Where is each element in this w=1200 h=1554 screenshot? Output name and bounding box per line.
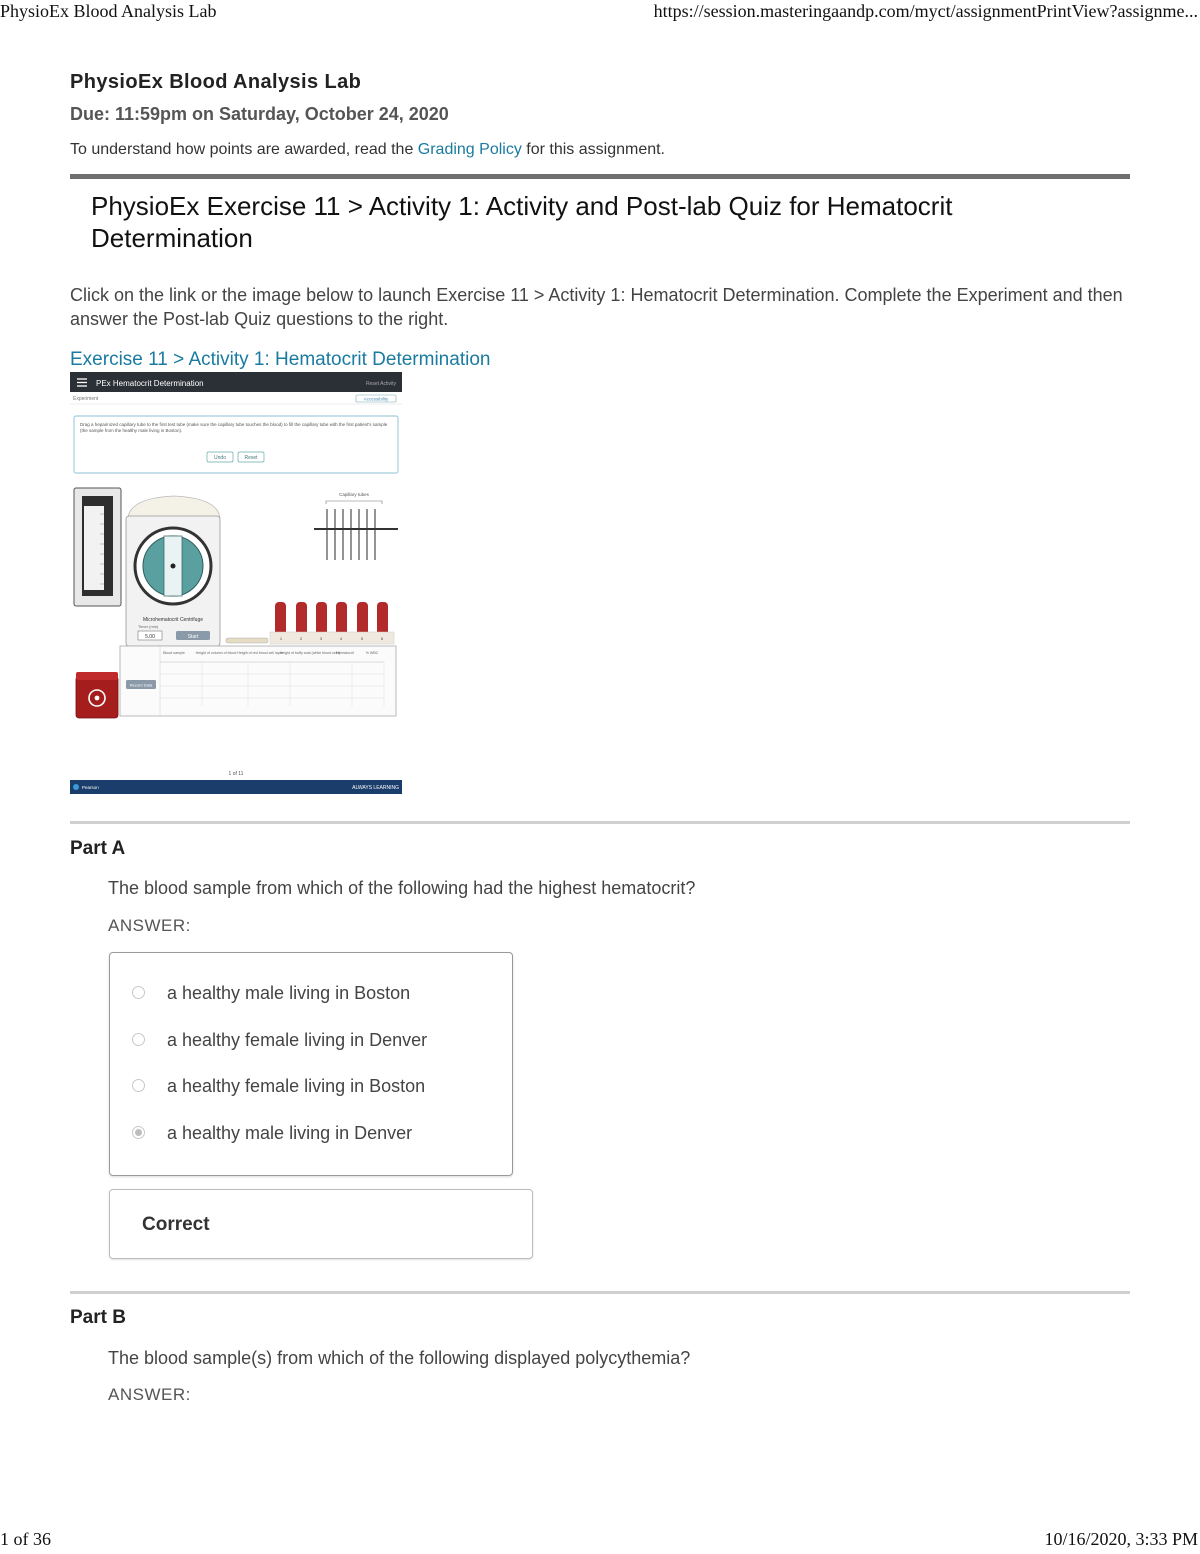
assignment-title: PhysioEx Blood Analysis Lab xyxy=(70,71,362,93)
policy-text-after: for this assignment. xyxy=(521,141,665,158)
part-a-divider xyxy=(70,821,1130,824)
thumb-timer-value: 5.00 xyxy=(145,634,155,640)
thumb-tube-number-5: 5 xyxy=(360,636,364,641)
thumb-tube-number-1: 1 xyxy=(279,636,283,641)
thumb-start-label: Start xyxy=(187,634,199,640)
thumb-page-indicator: 1 of 11 xyxy=(228,771,244,777)
thumb-capillary-tubes xyxy=(327,509,375,560)
option-label: a healthy male living in Denver xyxy=(167,1123,413,1143)
grading-policy-link[interactable]: Grading Policy xyxy=(417,141,522,158)
part-b-question: The blood sample(s) from which of the following displayed polycythemia? xyxy=(108,1348,691,1368)
thumb-tagline: ALWAYS LEARNING xyxy=(352,785,399,791)
exercise-instructions: Click on the link or the image below to launch Exercise 11 > Activity 1: Hematocrit Determination. Complete the Experiment and then answer the Post-lab Quiz questions to the right. xyxy=(70,285,1123,329)
section-divider xyxy=(70,174,1130,179)
thumb-record-data-label: Record Data xyxy=(129,682,153,688)
radio-button[interactable] xyxy=(132,1033,145,1046)
thumb-tab-experiment: Experiment xyxy=(73,396,99,402)
pearson-logo-icon xyxy=(73,784,79,790)
part-a-label: Part A xyxy=(70,838,126,859)
thumb-tube-number-4: 4 xyxy=(339,636,343,641)
thumb-tube-number-6: 6 xyxy=(380,636,384,641)
print-header-title: PhysioEx Blood Analysis Lab xyxy=(0,1,217,21)
page-counter: 1 of 36 xyxy=(0,1529,51,1549)
option-healthy-male-boston[interactable] xyxy=(110,983,512,1023)
option-healthy-female-denver[interactable] xyxy=(110,1030,512,1070)
activity-thumbnail[interactable] xyxy=(70,372,402,794)
activity-screenshot xyxy=(70,372,402,794)
thumb-timer-label: Timer (min) xyxy=(138,624,159,629)
thumb-app-title: PEx Hematocrit Determination xyxy=(96,379,204,388)
thumb-reset-label: Reset xyxy=(244,455,258,461)
radio-button-selected[interactable] xyxy=(132,1126,145,1139)
thumb-centrifuge-hub xyxy=(171,564,176,569)
thumb-col-hematocrit: Hematocrit xyxy=(336,651,354,655)
policy-text-before: To understand how points are awarded, read the xyxy=(70,141,418,158)
print-footer xyxy=(0,1528,1200,1554)
thumb-data-table xyxy=(120,646,396,716)
part-b-label: Part B xyxy=(70,1307,126,1328)
exercise-launch-link[interactable]: Exercise 11 > Activity 1: Hematocrit Determination xyxy=(70,349,491,370)
thumb-test-tube-rack xyxy=(270,632,394,644)
option-label: a healthy female living in Denver xyxy=(167,1030,428,1050)
thumb-col-blood-sample: Blood sample xyxy=(163,651,185,655)
option-healthy-male-denver[interactable] xyxy=(110,1123,512,1163)
due-date: Due: 11:59pm on Saturday, October 24, 2020 xyxy=(70,104,449,124)
part-a-question: The blood sample from which of the following had the highest hematocrit? xyxy=(108,878,696,898)
thumb-col-wbc: % WBC xyxy=(365,651,379,655)
thumb-brand: Pearson xyxy=(82,785,99,790)
print-header xyxy=(0,0,1200,26)
thumb-col-buffy-height: Height of buffy coat (white blood cells) xyxy=(279,651,341,655)
thumb-instruction-text: Drag a heparinized capillary tube to the first test tube (make sure the capillary tube touches the blood) to fill the capillary tube with the first patient's sample (the sample from the healthy male living in Boston). xyxy=(80,422,388,433)
option-label: a healthy male living in Boston xyxy=(167,983,411,1003)
part-a-answer-label: ANSWER: xyxy=(108,916,191,935)
thumb-col-column-height: Height of column of blood xyxy=(195,651,237,655)
part-a-answer-options xyxy=(109,952,513,1176)
thumb-centrifuge-label: Microhematocrit Centrifuge xyxy=(142,617,204,623)
radio-button[interactable] xyxy=(132,1079,145,1092)
option-label: a healthy female living in Boston xyxy=(167,1076,426,1096)
thumb-capillary-label: Capillary tubes xyxy=(339,492,369,497)
print-header-url: https://session.masteringaandp.com/myct/assignmentPrintView?assignme... xyxy=(653,1,1198,21)
thumb-undo-label: Undo xyxy=(214,455,226,461)
thumb-tube-number-2: 2 xyxy=(299,636,303,641)
feedback-text: Correct xyxy=(142,1214,210,1235)
part-b-divider xyxy=(70,1291,1130,1294)
option-healthy-female-boston[interactable] xyxy=(110,1076,512,1116)
print-datetime: 10/16/2020, 3:33 PM xyxy=(1044,1529,1198,1549)
radio-button[interactable] xyxy=(132,986,145,999)
thumb-reset-activity: Reset Activity xyxy=(365,381,396,387)
thumb-centrifuge-lid xyxy=(128,496,220,518)
thumb-tube-number-3: 3 xyxy=(319,636,323,641)
thumb-col-rbc-height: Height of red blood cell layer xyxy=(237,651,283,655)
exercise-title: PhysioEx Exercise 11 > Activity 1: Activity and Post-lab Quiz for Hematocrit Determination xyxy=(91,191,953,253)
grading-policy-note xyxy=(70,141,665,159)
part-b-answer-label: ANSWER: xyxy=(108,1385,191,1404)
thumb-tube-tray xyxy=(226,638,268,643)
thumb-accessibility-label: Accessibility xyxy=(363,396,389,402)
part-a-feedback xyxy=(109,1189,533,1259)
